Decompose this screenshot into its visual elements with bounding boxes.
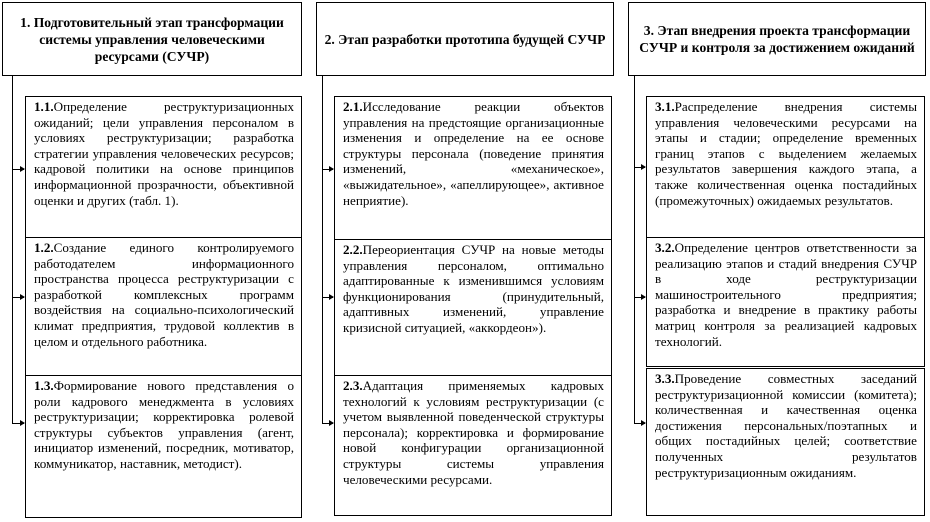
stage-2-item-3 (334, 375, 612, 516)
item-text: Адаптация применяемых кадровых технологий к условиям реструктуризации (с учетом выявленной поведенческой структуры персонала); корректировка и формирование новой конфигурации организационной структуры системы управления человеческими ресурсами. (343, 378, 604, 487)
item-text: Переориентация СУЧР на новые методы управления персоналом, оптимально адаптированные к изменившимся условиям функционирования (принудительный, адаптивных изменений, управление кризисной ситуацией, «аккордеон»). (343, 242, 604, 335)
item-number: 2.2. (343, 242, 363, 257)
stage-3-item-2 (646, 237, 925, 367)
stage-2-title: 2. Этап разработки прототипа будущей СУЧР (324, 31, 606, 47)
column-1-connector (12, 75, 13, 423)
column-2-connector (322, 75, 323, 423)
item-text: Формирование нового представления о роли кадрового менеджмента в условиях реструктуризации; корректировка ролевой структуры субъектов управления (агент, инициатор изменений, посредник, мотиватор, коммуникатор, наставник, методист). (34, 378, 294, 471)
item-number: 1.1. (34, 99, 54, 114)
stage-1-title: 1. Подготовительный этап трансформации системы управления человеческими ресурсами (СУЧР) (20, 14, 284, 64)
item-text: Исследование реакции объектов управления на предстоящие организационные изменения и определение на ее основе структуры персонала (поведение принятия изменений, «механическое», «выжидательное», «апеллирующее», активное неприятие). (343, 99, 604, 208)
item-number: 3.1. (655, 99, 675, 114)
item-number: 1.2. (34, 240, 54, 255)
item-number: 2.3. (343, 378, 363, 393)
item-number: 1.3. (34, 378, 54, 393)
item-text: Определение центров ответственности за реализацию этапов и стадий внедрения СУЧР в ходе реструктуризации машиностроительного предприятия; разработка и внедрение в практику работы матриц контроля за реализацией кадровых технологий. (655, 240, 917, 349)
stage-3-header (628, 2, 926, 76)
column-3-connector (634, 75, 635, 423)
stage-2-item-2 (334, 239, 612, 377)
item-number: 3.2. (655, 240, 675, 255)
stage-3-item-1 (646, 96, 925, 239)
item-number: 2.1. (343, 99, 363, 114)
stage-1-header (2, 2, 302, 76)
item-text: Проведение совместных заседаний реструктуризационной комиссии (комитета); количественная и качественная оценка достижения персональных/поэтапных и общих постадийных целей; соответствие полученных результатов реструктуризационным ожиданиям. (655, 371, 917, 480)
stage-1-item-3 (25, 375, 302, 518)
stage-1-item-2 (25, 237, 302, 377)
stage-2-header (316, 2, 614, 76)
stage-3-item-3 (646, 368, 925, 516)
item-text: Создание единого контролируемого работодателем информационного пространства процесса реструктуризации с разработкой комплексных программ воздействия на социально-психологический климат предприятия, трудовой коллектив в целом и отдельного работника. (34, 240, 294, 349)
item-text: Определение реструктуризационных ожиданий; цели управления персоналом в условиях реструктуризации; разработка стратегии управления человеческих ресурсов; кадровой политики на основе принципов информационной прозрачности, объективной оценки и других (табл. 1). (34, 99, 294, 208)
stage-1-item-1 (25, 96, 302, 239)
item-text: Распределение внедрения системы управления человеческими ресурсами на этапы и стадии; определение временных границ этапов с выделением желаемых результатов завершения каждого этапа, а также количественная оценка постадийных (промежуточных) ожидаемых результатов. (655, 99, 917, 208)
item-number: 3.3. (655, 371, 675, 386)
stage-2-item-1 (334, 96, 612, 241)
stage-3-title: 3. Этап внедрения проекта трансформации СУЧР и контроля за достижением ожиданий (639, 23, 915, 55)
